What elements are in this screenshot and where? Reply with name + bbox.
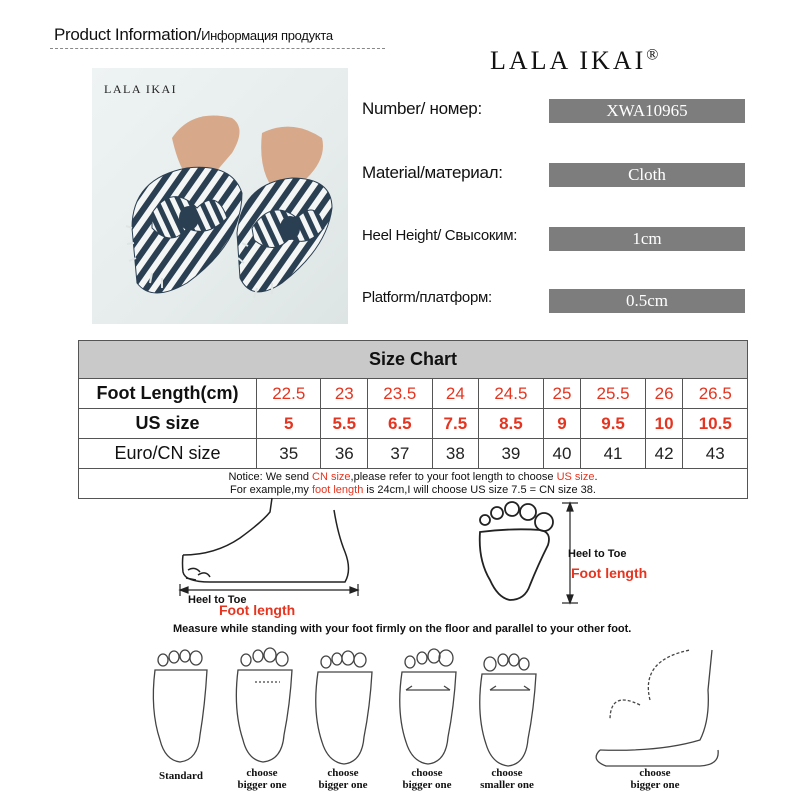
us-size-cell: 10 xyxy=(645,409,683,439)
size-chart-title: Size Chart xyxy=(79,341,748,379)
foot-length-label: Foot Length(cm) xyxy=(79,379,257,409)
euro-size-label: Euro/CN size xyxy=(79,439,257,469)
caption-bigger-4 xyxy=(620,767,690,791)
caption-bigger-3 xyxy=(392,767,462,791)
spec-value-platform: 0.5cm xyxy=(549,289,745,313)
foot-shape-standard xyxy=(153,650,207,762)
example-highlight: foot length xyxy=(311,483,364,496)
caption-line: choose xyxy=(411,767,443,779)
notice-text: ,please refer to your foot length to choose xyxy=(350,470,557,483)
caption-line: choose xyxy=(246,767,278,779)
header-title-en: Product Information/ xyxy=(54,25,202,44)
caption-standard xyxy=(146,770,216,782)
foot-length-cell: 26.5 xyxy=(683,379,748,409)
caption-line: bigger one xyxy=(630,779,680,791)
example-text: For example,my xyxy=(230,483,312,496)
caption-line: Standard xyxy=(158,770,204,782)
notice-highlight: CN size xyxy=(312,470,351,483)
sole-heel-to-toe-label: Heel to Toe xyxy=(568,548,627,560)
spec-label-number: Number/ номер: xyxy=(362,99,482,118)
us-size-cell: 5.5 xyxy=(321,409,368,439)
foot-length-cell: 23 xyxy=(321,379,368,409)
notice-text: . xyxy=(594,470,598,483)
foot-length-cell: 25.5 xyxy=(581,379,645,409)
photo-brand-logo: LALA IKAI xyxy=(104,82,178,96)
foot-shape-bigger-1 xyxy=(236,648,292,762)
foot-shape-smaller xyxy=(480,654,536,766)
brand-name: LALA IKAI xyxy=(490,46,647,75)
foot-length-cell: 24 xyxy=(432,379,479,409)
side-heel-to-toe-label: Heel to Toe xyxy=(188,594,247,606)
foot-length-cell: 26 xyxy=(645,379,683,409)
euro-size-cell: 40 xyxy=(543,439,581,469)
euro-size-cell: 42 xyxy=(645,439,683,469)
euro-size-cell: 41 xyxy=(581,439,645,469)
spec-value-heel-height: 1cm xyxy=(549,227,745,251)
caption-line: smaller one xyxy=(480,779,534,791)
caption-bigger-1 xyxy=(227,767,297,791)
caption-line: choose xyxy=(327,767,359,779)
foot-shape-bigger-2 xyxy=(316,651,372,764)
euro-size-cell: 39 xyxy=(479,439,543,469)
foot-shape-high-instep xyxy=(596,650,718,766)
spec-label-material: Material/материал: xyxy=(362,163,503,182)
us-size-label: US size xyxy=(79,409,257,439)
caption-line: choose xyxy=(639,767,671,779)
foot-shape-bigger-3 xyxy=(400,649,456,764)
euro-size-cell: 37 xyxy=(368,439,432,469)
spec-label-platform: Platform/платформ: xyxy=(362,289,492,306)
us-size-cell: 10.5 xyxy=(683,409,748,439)
sole-foot-icon xyxy=(480,502,553,600)
us-size-cell: 9.5 xyxy=(581,409,645,439)
example-text: is 24cm,I will choose US size 7.5 = CN size 38. xyxy=(363,483,596,496)
caption-bigger-2 xyxy=(308,767,378,791)
caption-line: bigger one xyxy=(402,779,452,791)
euro-size-cell: 38 xyxy=(432,439,479,469)
foot-length-cell: 25 xyxy=(543,379,581,409)
euro-size-cell: 36 xyxy=(321,439,368,469)
euro-size-cell: 43 xyxy=(683,439,748,469)
euro-size-cell: 35 xyxy=(257,439,321,469)
notice-text: Notice: We send xyxy=(228,470,312,483)
spec-label-heel-height: Heel Height/ Свысоким: xyxy=(362,227,518,244)
us-size-cell: 6.5 xyxy=(368,409,432,439)
notice-highlight: US size xyxy=(556,470,595,483)
spec-value-material: Cloth xyxy=(549,163,745,187)
header-title-ru: Информация продукта xyxy=(201,28,333,43)
us-size-cell: 8.5 xyxy=(479,409,543,439)
caption-line: bigger one xyxy=(318,779,368,791)
us-size-cell: 9 xyxy=(543,409,581,439)
caption-line: bigger one xyxy=(237,779,287,791)
foot-length-cell: 23.5 xyxy=(368,379,432,409)
registered-mark: ® xyxy=(646,46,659,64)
side-foot-icon xyxy=(183,498,349,582)
side-foot-length-label: Foot length xyxy=(219,602,296,618)
caption-smaller xyxy=(472,767,542,791)
foot-length-cell: 22.5 xyxy=(257,379,321,409)
spec-value-number: XWA10965 xyxy=(549,99,745,123)
caption-line: choose xyxy=(491,767,523,779)
us-size-cell: 7.5 xyxy=(432,409,479,439)
foot-length-cell: 24.5 xyxy=(479,379,543,409)
measure-instruction: Measure while standing with your foot firmly on the floor and parallel to your other foot. xyxy=(173,623,632,635)
sole-foot-length-label: Foot length xyxy=(571,565,648,581)
us-size-cell: 5 xyxy=(257,409,321,439)
